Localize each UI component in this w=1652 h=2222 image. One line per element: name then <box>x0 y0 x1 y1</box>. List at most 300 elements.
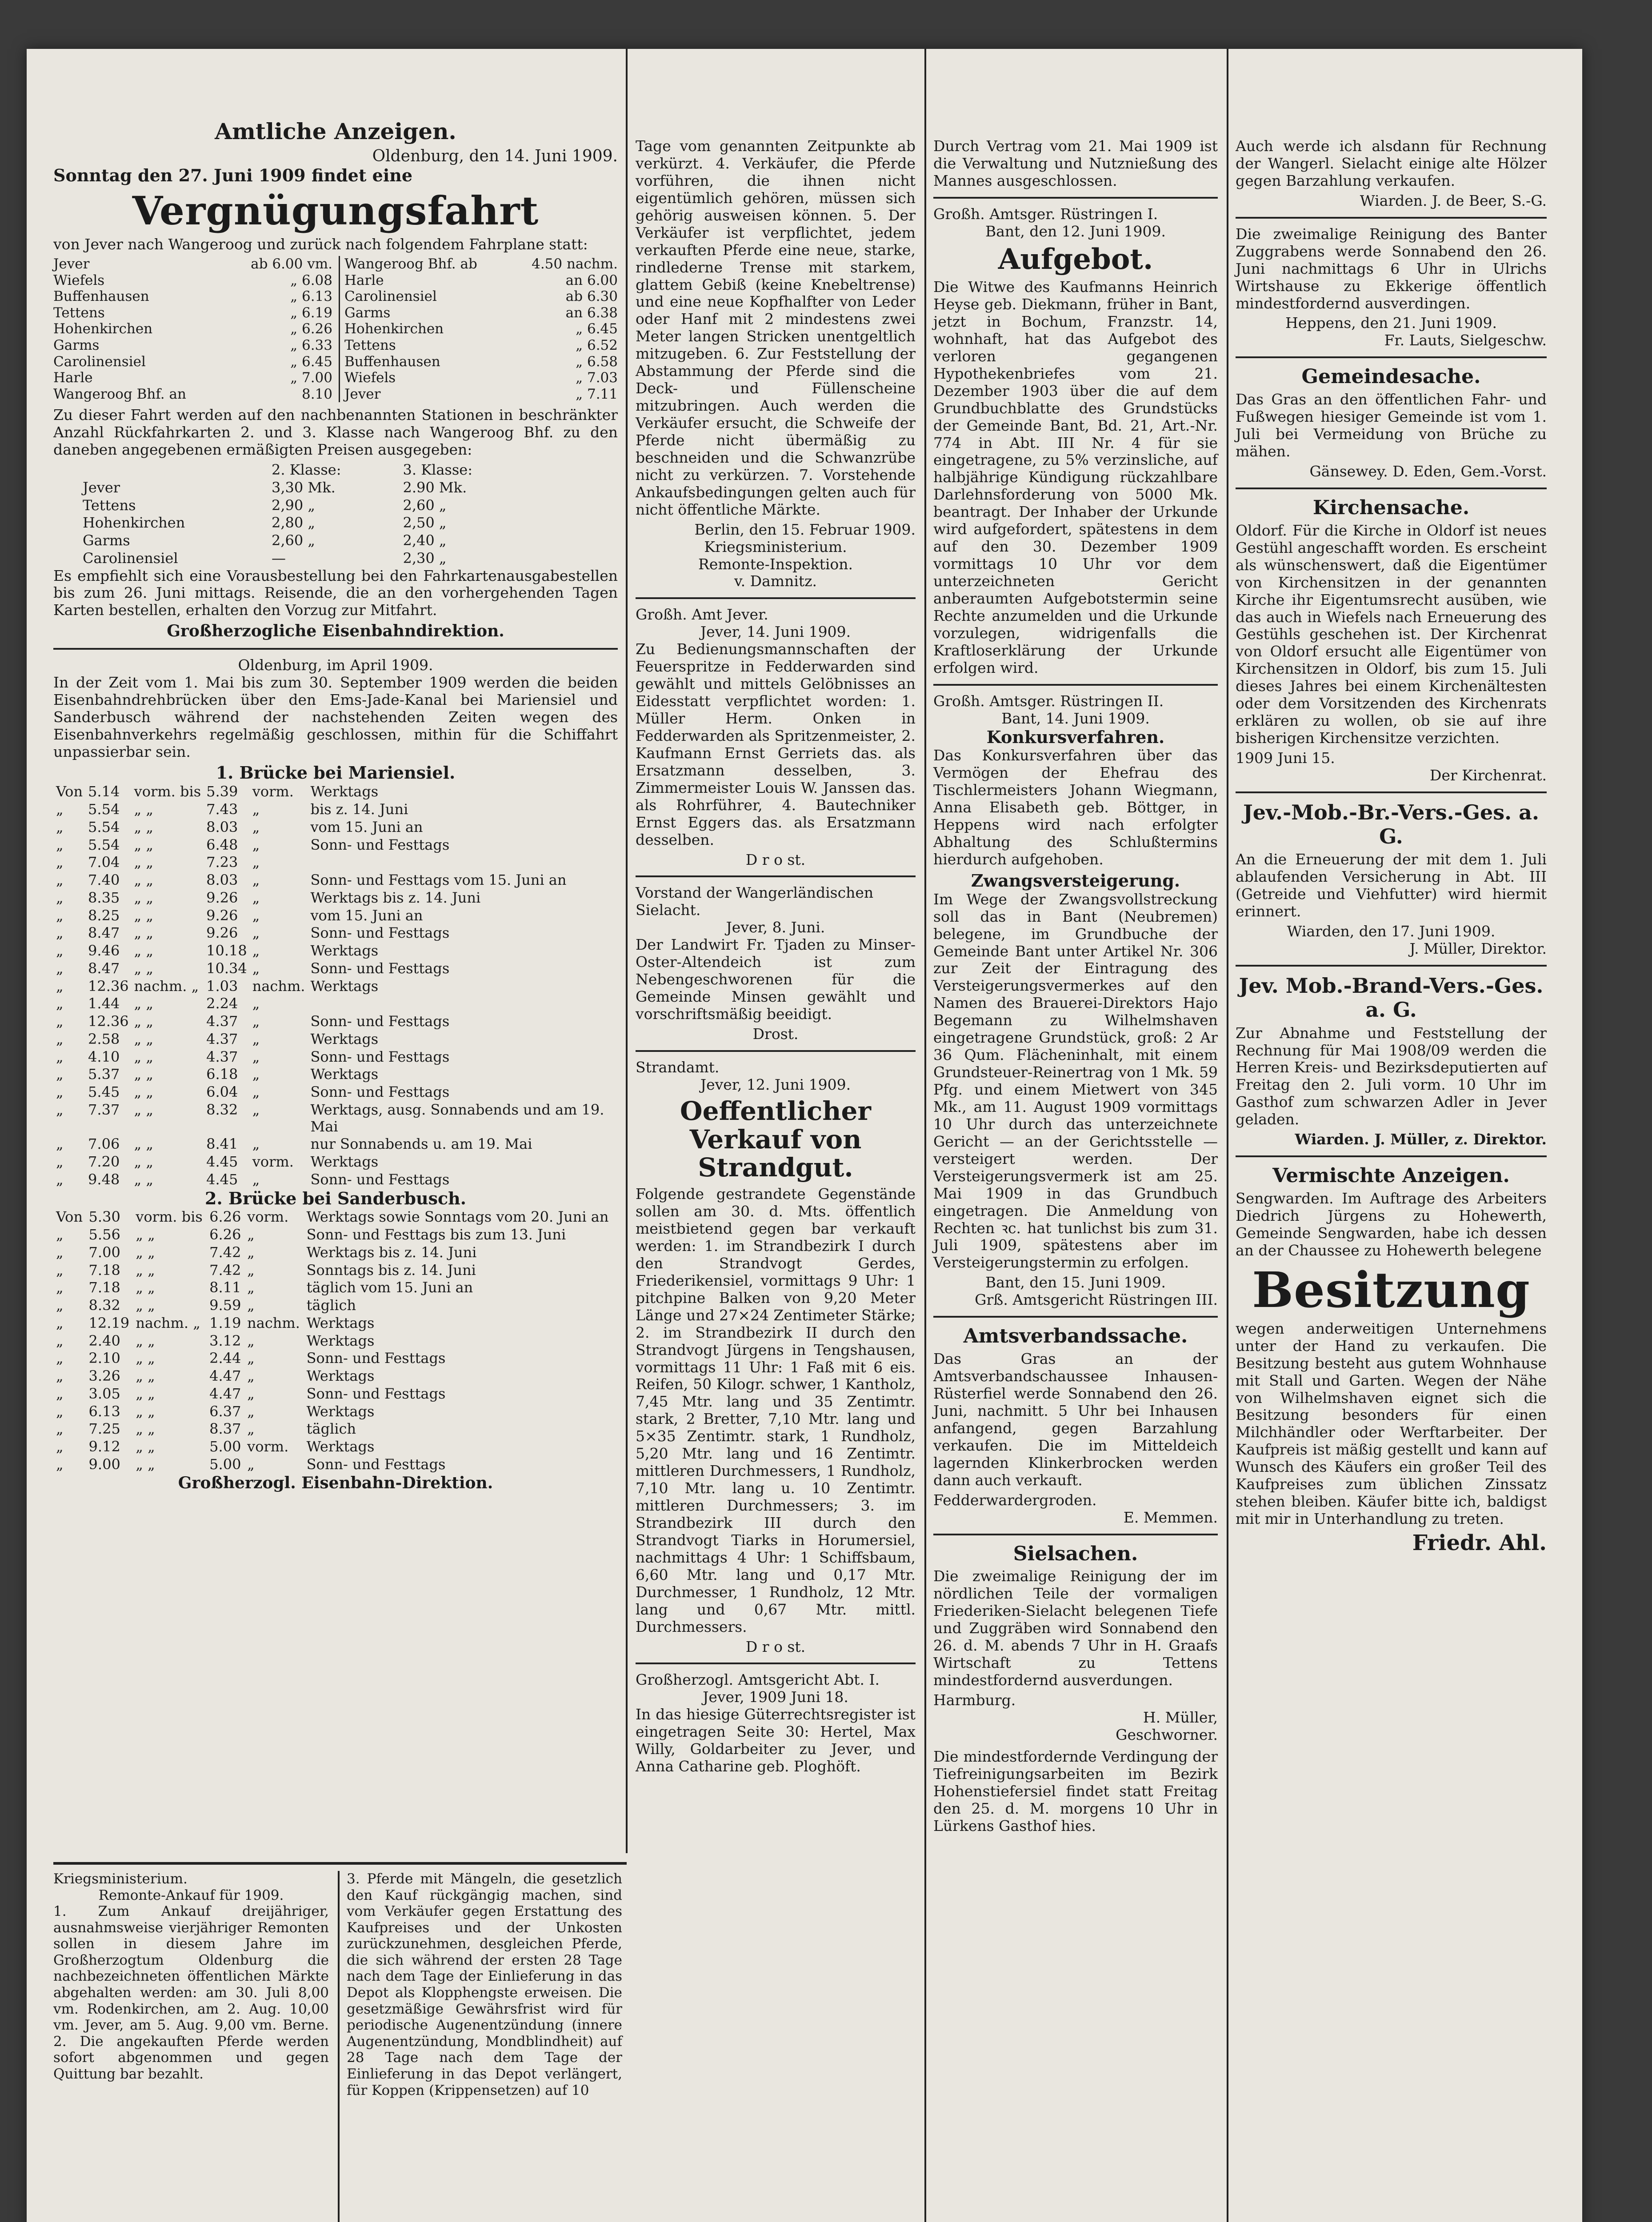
table-cell: „ <box>247 1261 255 1279</box>
table-cell: „ „ <box>136 1385 155 1402</box>
table-cell: 5.56 <box>88 1226 120 1243</box>
table-cell: 2,90 „ <box>272 496 315 514</box>
table-row <box>53 1367 618 1385</box>
ad-title: Vergnügungsfahrt <box>132 188 539 234</box>
table-cell: Werktags bis z. 14. Juni <box>306 1243 477 1261</box>
table-cell: „ <box>247 1367 255 1385</box>
ad-text: Es empfiehlt sich eine Vorausbestellung bei den Fahrkartenausgabestellen bis zum 26. Juni mittags. Reisende, die an den vorhergehenden Tagen Karten bestellen, erhalten den Vorzug zur Mitfahrt. <box>53 567 618 619</box>
dateline: Bant, den 15. Juni 1909. <box>985 1274 1166 1291</box>
table-cell: 8.25 <box>88 907 120 924</box>
time-value: 8.10 <box>301 386 332 402</box>
table-cell: 2.24 <box>206 995 238 1012</box>
timetable-row <box>344 370 618 386</box>
table-row <box>53 871 618 889</box>
ad-text: Das Konkursverfahren über das Vermögen der Ehefrau des Tischlermeisters Johann Wiegmann, Anna Elisabeth geb. Böttger, in Heppens wird nach erfolgter Abhaltung des Schlußtermins hierdurch aufgehoben. <box>933 747 1218 868</box>
station-name: Hohenkirchen <box>53 321 153 337</box>
time-value: „ 6.08 <box>290 272 332 288</box>
time-value: ab 6.30 <box>565 288 618 305</box>
table-row <box>53 854 618 871</box>
dateline: Berlin, den 15. Februar 1909. <box>694 520 916 538</box>
table-cell: „ <box>252 1013 260 1030</box>
table-cell: 6.48 <box>206 836 238 853</box>
table-cell: Sonn- und Festtags <box>310 1013 450 1030</box>
time-value: „ 6.13 <box>290 288 332 305</box>
table-cell: „ „ <box>134 818 153 835</box>
table-cell: „ <box>56 1297 64 1314</box>
table-cell: „ <box>56 1314 64 1331</box>
ad-heading: Kriegsministerium. <box>53 1871 188 1887</box>
table-cell: 12.36 <box>88 977 129 995</box>
timetable-row <box>344 305 618 321</box>
table-cell: „ <box>56 871 64 889</box>
table-row <box>53 1403 618 1421</box>
table-cell: „ <box>252 995 260 1012</box>
station-name: Wangeroog Bhf. an <box>53 386 186 402</box>
table-cell: 10.18 <box>206 942 247 959</box>
table-cell: 7.42 <box>209 1243 241 1261</box>
ad-title: Aufgebot. <box>998 242 1153 276</box>
table-cell: „ „ <box>134 924 153 942</box>
table-cell: 4.37 <box>206 1048 238 1065</box>
station-name: Carolinensiel <box>53 353 146 370</box>
station-name: Jever <box>344 386 381 402</box>
ad-signature: Fr. Lauts, Sielgeschw. <box>1384 332 1547 349</box>
time-value: an 6.00 <box>565 272 618 288</box>
table-cell: „ <box>252 1135 260 1153</box>
fare-table <box>80 461 532 567</box>
table-row <box>53 801 618 819</box>
train-timetable <box>53 256 618 402</box>
table-row <box>53 1135 618 1153</box>
table-cell: „ „ <box>134 1030 153 1047</box>
ad-title: Gemeindesache. <box>1301 365 1481 388</box>
ad-text: Im Wege der Zwangsvollstreckung soll das in Bant (Neubremen) belegene, im Grundbuche der Gemeinde Bant unter Artikel Nr. 306 zur Zeit der Eintragung des Versteigerungsvermerkes auf den Namen des Brauerei-Direktors Hajo Begemann zu Wilhelmshaven eingetragene Grundstück, groß: 2 Ar 36 Qum. Flächeninhalt, mit einem Grundsteuer-Reinertrag von 1 Mk. 59 Pfg. und einem Mietwert von 345 Mk., am 11. August 1909 vormittags 10 Uhr durch das unterzeichnete Gericht — an der Gerichtsstelle — versteigert werden. Der Versteigerungsvermerk ist am 25. Mai 1909 in das Grundbuch eingetragen. Die Anmeldung von Rechten ꝛc. hat tunlichst bis zum 31. Juli 1909, spätestens aber im Versteigerungstermin zu erfolgen. <box>933 890 1218 1271</box>
timetable-row <box>53 256 332 272</box>
table-cell: „ „ <box>134 907 153 924</box>
table-cell: „ „ <box>134 959 153 977</box>
table-cell: Carolinensiel <box>83 549 178 567</box>
table-cell: „ <box>56 1030 64 1047</box>
table-cell: 9.46 <box>88 942 120 959</box>
table-cell: „ <box>56 924 64 942</box>
dateline: Heppens, den 21. Juni 1909. <box>1285 314 1497 332</box>
ad-title: Oeffentlicher Verkauf von Strandgut. <box>680 1095 871 1183</box>
table-cell: „ <box>56 1403 64 1420</box>
table-row <box>53 924 618 942</box>
ad-title: Kirchensache. <box>1312 496 1470 519</box>
timetable-row <box>53 370 332 386</box>
table-row <box>53 1279 618 1297</box>
table-cell: „ „ <box>136 1279 155 1296</box>
section-heading: Amtliche Anzeigen. <box>215 118 456 144</box>
dateline: Oldenburg, im April 1909. <box>238 656 433 674</box>
ad-signature: Drost. <box>752 1025 799 1043</box>
table-cell: 5.45 <box>88 1083 120 1101</box>
table-cell: 7.06 <box>88 1135 120 1153</box>
table-cell: 9.26 <box>206 907 238 924</box>
table-cell: 4.45 <box>206 1171 238 1188</box>
ad-text: Tage vom genannten Zeitpunkte ab verkürzt. 4. Verkäufer, die Pferde vorführen, die ihnen nicht eigentümlich gehören, müssen sich gehörig ausweisen können. 5. Der Verkäufer ist verpflichtet, jedem verkauften Pferde eine neue, starke, rindlederne Trense mit starkem, glattem Gebiß (keine Knebeltrense) und eine neue Kopfhalfter von Leder oder Hanf mit 2 mindestens zwei Meter langen Stricken unentgeltlich mitzugeben. 6. Zur Feststellung der Abstammung der Pferde sind die Deck- und Füllenscheine mitzubringen. Auch werden die Verkäufer ersucht, die Schweife der Pferde nicht übermäßig zu beschneiden und die Schwanzrübe nicht zu verkürzen. 7. Vorstehende Ankaufsbedingungen gelten auch für nicht öffentliche Märkte. <box>636 137 916 518</box>
timetable-row <box>53 272 332 289</box>
table-cell: 8.32 <box>88 1297 120 1314</box>
table-cell: 8.41 <box>206 1135 238 1153</box>
table-cell: Sonn- und Festtags <box>310 1048 450 1065</box>
table-cell: Sonn- und Festtags <box>306 1350 446 1367</box>
table-cell: 2,60 „ <box>272 532 315 549</box>
timetable-row <box>53 288 332 305</box>
table-cell: täglich <box>306 1297 356 1314</box>
station-name: Carolinensiel <box>344 288 437 305</box>
ad-text: In der Zeit vom 1. Mai bis zum 30. September 1909 werden die beiden Eisenbahndrehbrücken über den Ems-Jade-Kanal bei Mariensiel und Sanderbusch während der nachstehenden Zeiten wegen des Eisenbahnverkehrs regelmäßig geschlossen, mithin für die Schiffahrt unpassierbar sein. <box>53 673 618 760</box>
table-cell: täglich vom 15. Juni an <box>306 1279 473 1296</box>
station-name: Garms <box>53 337 100 353</box>
station-name: Jever <box>53 256 90 272</box>
dateline: Bant, den 12. Juni 1909. <box>985 222 1166 240</box>
table-row <box>53 1208 618 1226</box>
table-cell: „ „ <box>134 1135 153 1153</box>
column-4 <box>1236 138 1547 1556</box>
table-cell: 5.14 <box>88 783 120 800</box>
table-cell: 6.13 <box>88 1403 120 1420</box>
dateline: Jever, 1909 Juni 18. <box>703 1688 848 1706</box>
table-cell: 9.59 <box>209 1297 241 1314</box>
ad-text: Sengwarden. Im Auftrage des Arbeiters Diedrich Jürgens zu Hohewerth, Gemeinde Sengwarden, habe ich dessen an der Chaussee zu Hohewerth belegene <box>1236 1190 1547 1259</box>
table-cell: „ <box>56 854 64 871</box>
time-value: ab 6.00 vm. <box>251 256 332 272</box>
table-cell: Sonn- und Festtags <box>310 1083 450 1101</box>
station-name: Garms <box>344 304 391 321</box>
table-cell: Werktags <box>310 783 379 800</box>
timetable-return <box>339 256 618 402</box>
table-cell: „ <box>252 1066 260 1083</box>
dateline: Bant, 14. Juni 1909. <box>1001 709 1150 727</box>
separator <box>933 684 1218 686</box>
table-row <box>53 1315 618 1332</box>
table-cell: vorm. bis <box>134 783 201 800</box>
table-cell: „ <box>247 1385 255 1402</box>
table-cell: 2,60 „ <box>403 496 447 514</box>
ad-signature: Kriegsministerium. <box>704 538 847 556</box>
ad-signature: Der Kirchenrat. <box>1430 766 1547 784</box>
table-cell: „ <box>56 889 64 906</box>
bridge-timetable-mariensiel <box>53 783 618 1188</box>
table-cell: 6.18 <box>206 1066 238 1083</box>
ad-text: Das Gras an den öffentlichen Fahr- und Fußwegen hiesiger Gemeinde ist vom 1. Juli bei Vermeidung von Brüche zu mähen. <box>1236 391 1547 460</box>
table-cell: „ <box>56 1350 64 1367</box>
ad-place: Fedderwardergroden. <box>933 1491 1097 1509</box>
timetable-row <box>344 386 618 403</box>
table-cell: nachm. <box>252 977 305 995</box>
table-cell: Werktags <box>306 1314 375 1331</box>
ad-title: Zwangsversteigerung. <box>971 870 1180 891</box>
separator <box>1236 791 1547 793</box>
ad-signature: J. Müller, Direktor. <box>1409 940 1547 958</box>
ad-heading: Großh. Amt Jever. <box>636 606 768 623</box>
ad-text: Die zweimalige Reinigung des Banter Zuggrabens werde Sonnabend den 26. Juni nachmittags 6 Uhr in Ulrichs Wirtshause zu Ekkerige öffentlich mindestfordernd ausverdingen. <box>1236 225 1547 312</box>
subheading: 1. Brücke bei Mariensiel. <box>216 763 456 783</box>
separator <box>1236 356 1547 358</box>
table-cell: 6.37 <box>209 1403 241 1420</box>
table-cell: Jever <box>83 479 120 496</box>
table-cell: 9.00 <box>88 1455 120 1473</box>
column-1 <box>53 116 618 1492</box>
table-cell: 6.04 <box>206 1083 238 1101</box>
table-cell: „ <box>56 1367 64 1385</box>
table-cell: Sonn- und Festtags <box>310 836 450 853</box>
newspaper-page <box>27 49 1582 2222</box>
ad-signature: v. Damnitz. <box>734 572 817 590</box>
table-cell: „ <box>56 1385 64 1402</box>
ad-subheading: Remonte-Ankauf für 1909. <box>98 1887 284 1903</box>
ad-text: 1. Zum Ankauf dreijähriger, ausnahmsweise vierjähriger Remonten sollen in diesem Jahre im Großherzogtum Oldenburg die nachbezeichneten öffentlichen Märkte abgehalten werden: am 30. Juli 8,00 vm. Rodenkirchen, am 2. Aug. 10,00 vm. Jever, am 5. Aug. 9,00 vm. Berne. 2. Die angekauften Pferde werden sofort abgenommen und gegen Quittung bar bezahlt. <box>53 1903 329 2082</box>
table-cell: „ „ <box>134 942 153 959</box>
table-cell: 4.47 <box>209 1367 241 1385</box>
timetable-row <box>344 321 618 337</box>
timetable-row <box>53 337 332 354</box>
table-cell: 2.90 Mk. <box>403 479 467 496</box>
ad-text: Zu dieser Fahrt werden auf den nachbenannten Stationen in beschränkter Anzahl Rückfahrkarten 2. und 3. Klasse nach Wangeroog Bhf. zu den daneben angegebenen ermäßigten Preisen ausgegeben: <box>53 406 618 459</box>
table-cell: Werktags <box>306 1367 375 1385</box>
dateline: Jever, 12. Juni 1909. <box>700 1075 851 1093</box>
time-value: „ 6.26 <box>290 321 332 337</box>
table-cell <box>308 854 618 871</box>
table-cell: „ <box>247 1226 255 1243</box>
timetable-row <box>344 354 618 370</box>
table-cell: 12.19 <box>88 1314 130 1331</box>
table-cell: „ <box>252 942 260 959</box>
table-row <box>53 1297 618 1315</box>
table-cell: „ <box>56 1101 64 1118</box>
table-cell: 6.26 <box>209 1208 241 1226</box>
table-cell: „ <box>56 1438 64 1455</box>
table-cell: Werktags <box>306 1332 375 1349</box>
ad-signature: E. Memmen. <box>1123 1508 1218 1526</box>
table-cell: „ <box>56 1153 64 1171</box>
table-row <box>80 497 532 515</box>
table-cell: 10.34 <box>206 959 247 977</box>
separator <box>636 1050 916 1052</box>
table-cell: 8.47 <box>88 959 120 977</box>
table-cell: 7.18 <box>88 1261 120 1279</box>
ad-signature: Großherzogl. Eisenbahn-Direktion. <box>178 1473 493 1492</box>
table-cell: 4.10 <box>88 1048 120 1065</box>
table-cell: „ <box>56 1066 64 1083</box>
timetable-row <box>344 288 618 305</box>
timetable-outbound <box>53 256 332 402</box>
table-cell: 9.48 <box>88 1171 120 1188</box>
ad-intro: Sonntag den 27. Juni 1909 findet eine <box>53 165 413 186</box>
station-name: Tettens <box>53 304 105 321</box>
ad-text: Das Gras an der Amtsverbandschaussee Inhausen-Rüsterfiel werde Sonnabend den 26. Juni, nachmitt. 5 Uhr bei Inhausen anfangend, gegen Barzahlung verkaufen. Die im Mitteldeich lagernden Klinkerbrocken werden dann auch verkauft. <box>933 1350 1218 1489</box>
table-cell: „ <box>252 924 260 942</box>
table-cell: 12.36 <box>88 1013 129 1030</box>
table-row <box>80 514 532 532</box>
table-cell: „ „ <box>136 1367 155 1385</box>
table-cell: Werktags <box>310 1066 379 1083</box>
timetable-row <box>344 272 618 289</box>
ad-text: Folgende gestrandete Gegenstände sollen am 30. d. Mts. öffentlich meistbietend gegen bar verkauft werden: 1. im Strandbezirk I durch den Strandvogt Gerdes, Friederikensiel, vormittags 9 Uhr: 1 pitchpine Balken von 9,20 Meter Länge und 27×24 Zentimeter Stärke; 2. im Strandbezirk II durch den Strandvogt Jürgens in Tengshausen, vormittags 11 Uhr: 1 Faß mit 6 eis. Reifen, 50 Kilogr. schwer, 1 Kantholz, 7,45 Mtr. lang und 35 Zentimtr. stark, 2 Bretter, 7,10 Mtr. lang und 5×35 Zentimtr. stark, 1 Rundholz, 5,20 Mtr. lang und 16 Zentimtr. mittleren Durchmessers, 1 Rundholz, 7,10 Mtr. lang u. 10 Zentimtr. mittleren Durchmessers; 3. im Strandbezirk III durch den Strandvogt Tiarks in Horumersiel, nachmittags 4 Uhr: 1 Schiffsbaum, 6,60 Mtr. lang und 0,17 Mtr. Durchmesser, 1 Rundholz, 12 Mtr. lang und 0,67 Mtr. mittl. Durchmessers. <box>636 1185 916 1635</box>
table-cell: „ <box>252 907 260 924</box>
ad-title: Amtsverbandssache. <box>963 1325 1188 1348</box>
table-cell: „ <box>252 959 260 977</box>
table-cell: 7.37 <box>88 1101 120 1118</box>
table-row <box>53 1385 618 1403</box>
table-cell: 6.26 <box>209 1226 241 1243</box>
ad-title: Jev. Mob.-Brand-Vers.-Ges. a. G. <box>1239 974 1544 1022</box>
dateline: Jever, 14. Juni 1909. <box>700 623 851 641</box>
table-row <box>53 1101 618 1136</box>
table-cell: 7.18 <box>88 1279 120 1296</box>
table-cell: 8.37 <box>209 1420 241 1438</box>
table-cell: „ „ <box>136 1438 155 1455</box>
table-cell: 1.44 <box>88 995 120 1012</box>
ad-text: Der Landwirt Fr. Tjaden zu Minser-Oster-Altendeich ist zum Nebengeschworenen für die Gemeinde Minsen gewählt und vorschriftsmäßig beeidigt. <box>636 936 916 1023</box>
table-cell: „ „ <box>136 1350 155 1367</box>
table-cell: „ <box>252 801 260 818</box>
table-cell: „ <box>56 1243 64 1261</box>
table-row <box>53 1066 618 1083</box>
ad-text: Die mindestfordernde Verdingung der Tiefreinigungsarbeiten im Bezirk Hohenstiefersiel findet statt Freitag den 25. d. M. morgens 10 Uhr in Lürkens Gasthof hies. <box>933 1747 1218 1834</box>
table-cell: „ <box>252 1171 260 1188</box>
ad-text: Auch werde ich alsdann für Rechnung der Wangerl. Sielacht einige alte Hölzer gegen Barzahlung verkaufen. <box>1236 137 1547 189</box>
table-cell: vorm. <box>252 783 294 800</box>
time-value: „ 6.45 <box>576 321 618 337</box>
dateline: Wiarden, den 17. Juni 1909. <box>1287 923 1496 940</box>
table-cell: „ „ <box>134 1171 153 1188</box>
column-rule <box>626 49 628 1853</box>
table-row <box>53 1171 618 1189</box>
table-cell: „ „ <box>134 854 153 871</box>
table-cell: „ „ <box>134 836 153 853</box>
table-cell: vorm. <box>247 1438 289 1455</box>
station-name: Buffenhausen <box>344 353 440 370</box>
ad-heading: Strandamt. <box>636 1058 720 1076</box>
table-cell: „ <box>252 871 260 889</box>
table-cell: 8.47 <box>88 924 120 942</box>
table-cell: 3.26 <box>88 1367 120 1385</box>
separator <box>1236 488 1547 489</box>
subheading: 2. Brücke bei Sanderbusch. <box>205 1188 466 1208</box>
table-cell: „ „ <box>134 1083 153 1101</box>
table-cell: Werktags <box>306 1438 375 1455</box>
table-cell: 5.00 <box>209 1438 241 1455</box>
table-cell: 2,50 „ <box>403 514 447 532</box>
time-value: „ 6.19 <box>290 304 332 321</box>
table-cell: Werktags <box>310 1153 379 1171</box>
time-value: 4.50 nachm. <box>532 256 618 272</box>
table-row <box>53 978 618 995</box>
timetable-row <box>53 386 332 403</box>
fare-header: 2. Klasse: <box>272 461 341 479</box>
ad-text: In das hiesige Güterrechtsregister ist eingetragen Seite 30: Hertel, Max Willy, Goldarbeiter zu Jever, und Anna Catharine geb. Ploghöft. <box>636 1706 916 1775</box>
table-row <box>53 1262 618 1279</box>
station-name: Buffenhausen <box>53 288 149 305</box>
ad-signature: Wiarden. J. Müller, z. Direktor. <box>1295 1131 1547 1148</box>
table-cell: 8.03 <box>206 818 238 835</box>
ad-title: Besitzung <box>1252 1261 1530 1319</box>
time-value: „ 6.33 <box>290 337 332 353</box>
table-cell: „ <box>56 1279 64 1296</box>
table-cell: 2,40 „ <box>403 532 447 549</box>
table-cell: 1.19 <box>209 1314 241 1331</box>
separator <box>933 1316 1218 1318</box>
table-cell: „ <box>247 1332 255 1349</box>
table-row <box>53 1456 618 1474</box>
table-cell: Sonn- und Festtags <box>310 1171 450 1188</box>
ad-signature: Grß. Amtsgericht Rüstringen III. <box>975 1291 1218 1309</box>
remonte-ad-left <box>53 1871 329 2085</box>
table-cell: „ <box>252 854 260 871</box>
ad-text: Zur Abnahme und Feststellung der Rechnung für Mai 1908/09 werden die Herren Kreis- und Bezirksdeputierten auf Freitag den 2. Juli vorm. 10 Uhr im Gasthof zum schwarzen Adler in Jever geladen. <box>1236 1024 1547 1128</box>
table-cell: 7.04 <box>88 854 120 871</box>
table-cell: 7.20 <box>88 1153 120 1171</box>
fare-header: 3. Klasse: <box>403 461 472 479</box>
table-cell: „ <box>56 1332 64 1349</box>
time-value: „ 7.11 <box>576 386 618 402</box>
column-2 <box>636 138 916 1778</box>
table-cell: „ „ <box>134 1153 153 1171</box>
table-cell: „ <box>56 1135 64 1153</box>
table-cell: 5.54 <box>88 818 120 835</box>
table-cell: „ <box>252 1048 260 1065</box>
time-value: „ 6.58 <box>576 353 618 370</box>
table-cell: „ „ <box>134 1101 153 1118</box>
ad-text: Durch Vertrag vom 21. Mai 1909 ist die Verwaltung und Nutznießung des Mannes ausgeschlossen. <box>933 137 1218 189</box>
table-cell: „ <box>56 1013 64 1030</box>
table-cell: „ <box>56 959 64 977</box>
table-cell: Werktags <box>310 1030 379 1047</box>
table-cell: Sonn- und Festtags <box>310 959 450 977</box>
timetable-row <box>53 321 332 337</box>
station-name: Tettens <box>344 337 396 353</box>
timetable-row <box>53 305 332 321</box>
table-cell: täglich <box>306 1420 356 1438</box>
table-cell: 9.12 <box>88 1438 120 1455</box>
table-cell: Werktags, ausg. Sonnabends und am 19. Mai <box>310 1101 604 1135</box>
station-name: Wiefels <box>53 272 105 288</box>
table-cell: nachm. <box>247 1314 300 1331</box>
time-value: „ 7.00 <box>290 370 332 386</box>
table-cell: 5.54 <box>88 836 120 853</box>
table-cell: „ <box>247 1243 255 1261</box>
table-row <box>53 1226 618 1244</box>
table-cell: „ <box>247 1455 255 1473</box>
table-cell: „ <box>56 977 64 995</box>
table-cell: Werktags sowie Sonntags vom 20. Juni an <box>306 1208 609 1226</box>
table-row <box>53 1438 618 1456</box>
remonte-ad-right <box>347 1871 622 2101</box>
table-row <box>53 907 618 925</box>
separator <box>636 875 916 877</box>
table-cell: 3.05 <box>88 1385 120 1402</box>
table-cell: „ „ <box>134 871 153 889</box>
ad-signature: Remonte-Inspektion. <box>698 555 853 573</box>
table-cell: 5.30 <box>88 1208 120 1226</box>
ad-text: An die Erneuerung der mit dem 1. Juli ablaufenden Versicherung in Abt. III (Getreide und Viehfutter) wird hiermit erinnert. <box>1236 851 1547 920</box>
table-cell: „ <box>56 1048 64 1065</box>
table-cell: vorm. <box>247 1208 289 1226</box>
table-cell: „ „ <box>136 1261 155 1279</box>
table-cell: „ „ <box>134 889 153 906</box>
table-cell: „ „ <box>134 801 153 818</box>
section-heading: Vermischte Anzeigen. <box>1272 1164 1510 1187</box>
table-cell: „ <box>56 942 64 959</box>
dateline: Oldenburg, den 14. Juni 1909. <box>372 147 618 165</box>
table-cell: „ <box>56 907 64 924</box>
table-cell: „ „ <box>134 1013 153 1030</box>
table-row <box>80 532 532 550</box>
table-cell: „ <box>247 1403 255 1420</box>
